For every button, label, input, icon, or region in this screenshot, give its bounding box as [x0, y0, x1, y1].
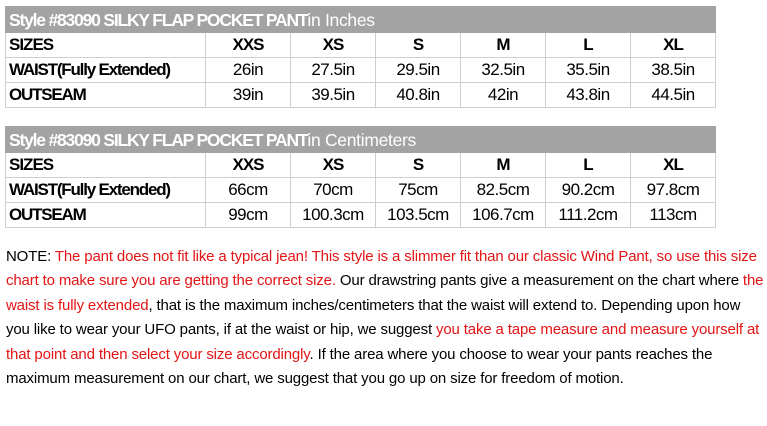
table-cell: 97.8cm	[631, 178, 716, 203]
table-cell: 26in	[206, 58, 291, 83]
waist-sublabel: (Fully Extended)	[56, 60, 170, 79]
waist-row	[6, 178, 716, 203]
size-s: S	[376, 33, 461, 58]
fit-note	[6, 245, 764, 391]
chart-title-style: Style #83090 SILKY FLAP POCKET PANT	[9, 9, 308, 30]
table-cell: 42in	[461, 83, 546, 108]
chart-title-row	[6, 127, 716, 153]
table-cell: 99cm	[206, 203, 291, 228]
size-m: M	[461, 153, 546, 178]
table-cell: 27.5in	[291, 58, 376, 83]
table-cell: 82.5cm	[461, 178, 546, 203]
table-cell: 39.5in	[291, 83, 376, 108]
chart-title-unit: in Inches	[307, 9, 375, 30]
table-cell: 113cm	[631, 203, 716, 228]
waist-label-text: WAIST	[9, 60, 57, 79]
note-segment: NOTE:	[6, 248, 55, 265]
table-cell: 44.5in	[631, 83, 716, 108]
note-highlight-tape-measure: you take a tape measure and measure yourself at that point and then select your size accordingly	[6, 321, 760, 363]
table-cell: 100.3cm	[291, 203, 376, 228]
size-xs: XS	[291, 33, 376, 58]
chart-title-style: Style #83090 SILKY FLAP POCKET PANT	[9, 129, 308, 150]
sizes-label: SIZES	[6, 33, 206, 58]
sizes-row	[6, 33, 716, 58]
table-cell: 38.5in	[631, 58, 716, 83]
table-cell: 70cm	[291, 178, 376, 203]
outseam-label: OUTSEAM	[6, 83, 206, 108]
sizes-label: SIZES	[6, 153, 206, 178]
waist-row	[6, 58, 716, 83]
table-cell: 111.2cm	[546, 203, 631, 228]
chart-title	[6, 127, 716, 153]
waist-sublabel: (Fully Extended)	[56, 180, 170, 199]
note-highlight-slim-fit: The pant does not fit like a typical jean! This style is a slimmer fit than our classic Wind Pant, so use this size chart to make sure you are getting the correct size.	[6, 248, 757, 290]
chart-title-unit: in Centimeters	[307, 129, 417, 150]
note-segment: Our drawstring pants give a measurement on the chart where	[335, 272, 743, 290]
size-xl: XL	[631, 153, 716, 178]
outseam-row	[6, 203, 716, 228]
table-cell: 90.2cm	[546, 178, 631, 203]
table-cell: 29.5in	[376, 58, 461, 83]
size-chart-centimeters	[5, 126, 716, 228]
size-l: L	[546, 153, 631, 178]
waist-label	[6, 58, 206, 83]
note-highlight-waist-extended: the waist is fully extended	[6, 272, 764, 314]
table-cell: 103.5cm	[376, 203, 461, 228]
table-cell: 32.5in	[461, 58, 546, 83]
size-chart-inches	[5, 6, 716, 108]
sizes-row	[6, 153, 716, 178]
outseam-row	[6, 83, 716, 108]
size-l: L	[546, 33, 631, 58]
size-s: S	[376, 153, 461, 178]
note-segment: , that is the maximum inches/centimeters that the waist will extend to. Depending upon how you like to wear your UFO pants, if at the waist or hip, we suggest	[6, 296, 741, 339]
chart-title	[6, 7, 716, 33]
table-cell: 66cm	[206, 178, 291, 203]
size-xs: XS	[291, 153, 376, 178]
table-cell: 75cm	[376, 178, 461, 203]
size-xl: XL	[631, 33, 716, 58]
table-cell: 39in	[206, 83, 291, 108]
chart-title-row	[6, 7, 716, 33]
table-cell: 40.8in	[376, 83, 461, 108]
table-cell: 106.7cm	[461, 203, 546, 228]
waist-label	[6, 178, 206, 203]
size-m: M	[461, 33, 546, 58]
table-cell: 43.8in	[546, 83, 631, 108]
outseam-label: OUTSEAM	[6, 203, 206, 228]
table-cell: 35.5in	[546, 58, 631, 83]
size-xxs: XXS	[206, 33, 291, 58]
note-segment: . If the area where you choose to wear your pants reaches the maximum measurement on our chart, we suggest that you go up on size for freedom of motion.	[6, 345, 713, 388]
waist-label-text: WAIST	[9, 180, 57, 199]
size-xxs: XXS	[206, 153, 291, 178]
